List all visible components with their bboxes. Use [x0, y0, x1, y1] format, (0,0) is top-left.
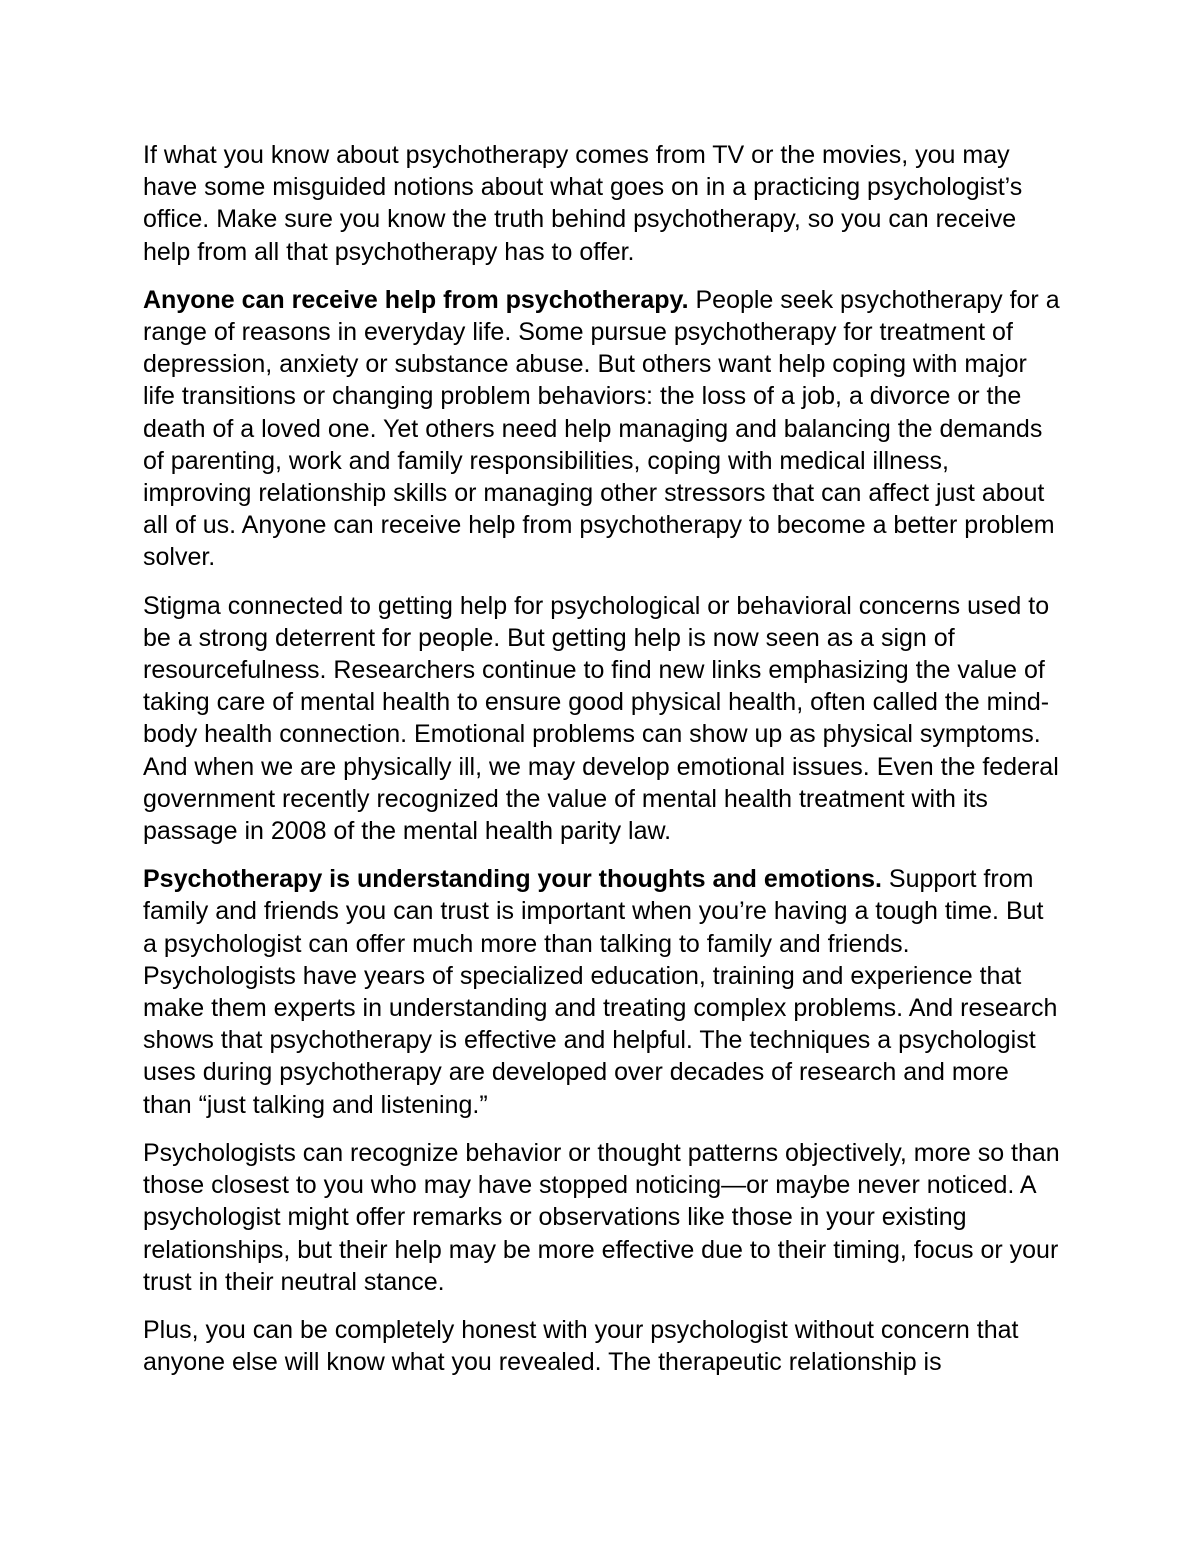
paragraph-text: Stigma connected to getting help for psychological or behavioral concerns used to be a strong deterrent for people. But getting help is now seen as a sign of resourcefulness. Researchers continue to find new links emphasizing the value of taking care of mental health to ensure good physical health, often called the mind-body health connection. Emotional problems can show up as physical symptoms. And when we are physically ill, we may develop emotional issues. Even the federal government recently recognized the value of mental health treatment with its passage in 2008 of the mental health parity law.	[143, 591, 1059, 846]
paragraph-understanding-thoughts	[143, 863, 1063, 1121]
paragraph-lead-heading: Psychotherapy is understanding your thoughts and emotions.	[143, 865, 882, 894]
paragraph-stigma	[143, 590, 1063, 848]
paragraph-text: Plus, you can be completely honest with your psychologist without concern that anyone else will know what you revealed. The therapeutic relationship is	[143, 1315, 1019, 1377]
paragraph-recognize-patterns	[143, 1137, 1063, 1298]
paragraph-text: Support from family and friends you can trust is important when you’re having a tough time. But a psychologist can offer much more than talking to family and friends. Psychologists have years of specialized education, training and experience that make them experts in understanding and treating complex problems. And research shows that psychotherapy is effective and helpful. The techniques a psychologist uses during psychotherapy are developed over decades of research and more than “just talking and listening.”	[143, 865, 1058, 1119]
document-body	[143, 139, 1063, 1394]
paragraph-text: Psychologists can recognize behavior or thought patterns objectively, more so than those closest to you who may have stopped noticing—or maybe never noticed. A psychologist might offer remarks or observations like those in your existing relationships, but their help may be more effective due to their timing, focus or your trust in their neutral stance.	[143, 1138, 1060, 1296]
paragraph-lead-heading: Anyone can receive help from psychotherapy.	[143, 285, 689, 314]
paragraph-intro	[143, 139, 1063, 268]
paragraph-text: If what you know about psychotherapy comes from TV or the movies, you may have some misguided notions about what goes on in a practicing psychologist’s office. Make sure you know the truth behind psychotherapy, so you can receive help from all that psychotherapy has to offer.	[143, 141, 1023, 266]
paragraph-text: People seek psychotherapy for a range of reasons in everyday life. Some pursue psychotherapy for treatment of depression, anxiety or substance abuse. But others want help coping with major life transitions or changing problem behaviors: the loss of a job, a divorce or the death of a loved one. Yet others need help managing and balancing the demands of parenting, work and family responsibilities, coping with medical illness, improving relationship skills or managing other stressors that can affect just about all of us. Anyone can receive help from psychotherapy to become a better problem solver.	[143, 285, 1060, 572]
paragraph-anyone-can-receive-help	[143, 284, 1063, 574]
paragraph-honesty	[143, 1314, 1063, 1378]
